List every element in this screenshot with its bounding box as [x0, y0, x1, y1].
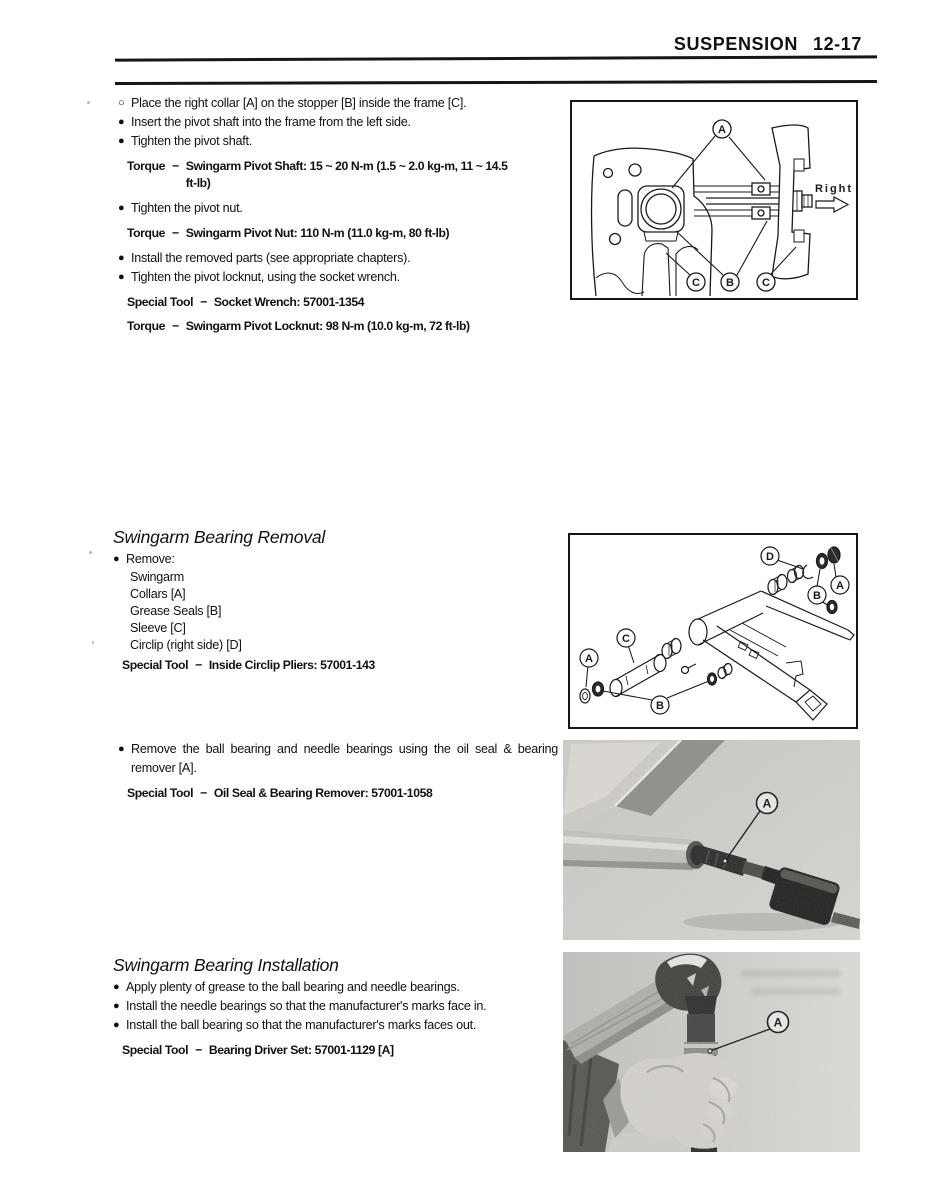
figure-bearing-remover-photo	[563, 740, 860, 940]
fig3-label-a-text: A	[762, 796, 772, 811]
bearing-remover-photo-svg	[563, 740, 860, 940]
spec-value	[214, 785, 558, 802]
figure-pivot-shaft-diagram	[570, 100, 858, 300]
fig2-label-b-bottom-text: B	[656, 700, 664, 712]
small-seal	[827, 601, 837, 614]
left-collar	[580, 689, 590, 703]
torque-spec-pivot-shaft	[127, 158, 564, 192]
bearing-installation-section	[113, 954, 565, 1066]
spec-value	[214, 294, 564, 311]
spec-label: Torque	[127, 319, 165, 333]
list-item: Circlip (right side) [D]	[130, 638, 242, 652]
step-remove	[113, 550, 565, 569]
spec-value-line1: Swingarm Pivot Locknut: 98 N-m (10.0 kg-m, 72 ft-lb)	[185, 319, 470, 333]
bearing-remover-section	[118, 740, 558, 809]
swingarm-exploded-svg	[570, 535, 856, 727]
section-heading: Swingarm Bearing Installation	[113, 955, 339, 975]
step-tighten-shaft	[118, 132, 564, 151]
figure-bearing-driver-photo	[563, 952, 860, 1152]
step-text: Remove the ball bearing and needle bearings using the oil seal & bearing remover [A].	[131, 742, 558, 775]
fig2-label-c-text: C	[622, 633, 630, 645]
spec-value	[209, 657, 565, 674]
spec-label: Torque	[127, 226, 165, 240]
step-install-needle-bearings	[113, 997, 565, 1016]
photo-grain	[563, 952, 860, 1152]
step-text: Tighten the pivot shaft.	[131, 134, 252, 148]
page-header	[674, 34, 862, 55]
part-labels	[687, 120, 775, 291]
spec-value	[186, 158, 564, 192]
spec-label: Special Tool	[127, 295, 194, 309]
small-bearing	[718, 664, 732, 679]
spec-dash: −	[172, 159, 179, 173]
scan-speck	[89, 551, 92, 554]
spec-value-line1: Swingarm Pivot Nut: 110 N-m (11.0 kg-m, 80 ft-lb)	[185, 226, 450, 240]
fig1-label-b-text: B	[726, 277, 734, 289]
bullet-icon: ●	[113, 1000, 120, 1012]
step-text: Install the removed parts (see appropriate chapters).	[131, 251, 411, 265]
part-label-a-top	[831, 576, 849, 594]
bullet-icon: ●	[118, 135, 125, 147]
spec-value	[209, 1042, 565, 1059]
step-place-collar	[118, 94, 564, 113]
remove-items-list	[130, 569, 565, 654]
fig1-label-c-left-text: C	[692, 277, 700, 289]
step-text: Remove:	[126, 552, 175, 566]
scan-speck	[87, 101, 90, 104]
spec-value-line1: Socket Wrench: 57001-1354	[213, 295, 365, 309]
fig2-label-b-top-text: B	[813, 590, 821, 602]
spec-dash: −	[172, 319, 179, 333]
spec-dash: −	[200, 295, 207, 309]
list-item: Sleeve [C]	[130, 621, 186, 635]
step-insert-shaft	[118, 113, 564, 132]
step-tighten-nut	[118, 199, 564, 218]
grease-seal-right	[817, 554, 828, 569]
list-item: Grease Seals [B]	[130, 604, 222, 618]
bearing-removal-section	[113, 526, 565, 681]
step-remove-bearings	[118, 740, 558, 778]
bullet-icon: ●	[113, 1019, 120, 1031]
list-item: Collars [A]	[130, 587, 186, 601]
step-text: Install the ball bearing so that the manufacturer's marks faces out.	[126, 1018, 477, 1032]
fig2-label-a-top-text: A	[836, 580, 844, 592]
special-tool-bearing-remover	[127, 785, 558, 802]
fig1-label-c-right-text: C	[762, 277, 770, 289]
torque-spec-pivot-nut	[127, 225, 564, 242]
bearing-driver-photo-svg	[563, 952, 860, 1152]
bullet-icon: ●	[118, 743, 125, 755]
step-text: Tighten the pivot nut.	[131, 201, 243, 215]
right-direction-marker	[815, 183, 853, 212]
fig2-label-d-text: D	[766, 551, 774, 563]
bullet-icon: ●	[118, 271, 125, 283]
step-install-ball-bearing	[113, 1016, 565, 1035]
list-item: Swingarm	[130, 570, 184, 584]
part-label-c-left	[687, 273, 705, 291]
exploded-parts-left	[580, 639, 732, 704]
part-label-c-right	[757, 273, 775, 291]
scan-speck	[92, 641, 94, 644]
collar-cap	[828, 547, 840, 563]
circlip	[803, 565, 813, 578]
spec-label: Special Tool	[122, 1043, 189, 1057]
step-text: Place the right collar [A] on the stopper [B] inside the frame [C].	[131, 96, 467, 110]
spec-value-line1: Inside Circlip Pliers: 57001-143	[208, 658, 375, 672]
pivot-shaft-diagram-svg	[572, 102, 856, 298]
fig4-label-a-text: A	[773, 1015, 783, 1030]
spec-label: Torque	[127, 159, 165, 173]
spec-value-line1: Swingarm Pivot Shaft: 15 ~ 20 N-m (1.5 ~ 2.0 kg-m, 11 ~ 14.5	[185, 159, 508, 173]
spec-value-line1: Oil Seal & Bearing Remover: 57001-1058	[213, 786, 433, 800]
washer	[708, 673, 717, 685]
header-title: SUSPENSION	[673, 34, 798, 54]
header-rule-bottom	[115, 80, 877, 85]
bullet-icon: ●	[118, 252, 125, 264]
header-page-number: 12-17	[812, 34, 862, 54]
step-text: Tighten the pivot locknut, using the socket wrench.	[131, 270, 400, 284]
right-direction-label: Right	[814, 183, 854, 195]
part-label-b-bottom	[651, 696, 669, 714]
torque-spec-pivot-locknut	[127, 318, 564, 335]
spec-value	[186, 225, 564, 242]
needle-bearing	[768, 575, 787, 595]
figure-swingarm-exploded-diagram	[568, 533, 858, 729]
spec-dash: −	[172, 226, 179, 240]
bullet-icon: ●	[118, 116, 125, 128]
bullet-icon: ●	[118, 202, 125, 214]
fig2-label-a-left-text: A	[585, 653, 593, 665]
step-tighten-locknut	[118, 268, 564, 287]
fig1-label-a-text: A	[718, 124, 726, 136]
pivot-install-section	[118, 94, 564, 342]
spec-value	[186, 318, 564, 335]
sleeve	[610, 655, 666, 697]
part-label-c	[617, 629, 635, 647]
step-text: Install the needle bearings so that the manufacturer's marks face in.	[126, 999, 487, 1013]
spec-value-line2: ft-lb)	[185, 176, 211, 190]
bullet-icon: ●	[113, 981, 120, 993]
spec-dash: −	[195, 1043, 202, 1057]
part-label-b-top	[808, 586, 826, 604]
header-rule-top	[115, 55, 877, 61]
step-apply-grease	[113, 978, 565, 997]
step-text: Apply plenty of grease to the ball bearing and needle bearings.	[126, 980, 460, 994]
step-install-parts	[118, 249, 564, 268]
photo-grain	[563, 740, 860, 940]
spec-value-line1: Bearing Driver Set: 57001-1129 [A]	[208, 1043, 394, 1057]
part-label-b	[721, 273, 739, 291]
open-bullet-icon: ○	[118, 97, 125, 109]
needle-bearing-left	[662, 639, 681, 659]
spec-dash: −	[195, 658, 202, 672]
spec-label: Special Tool	[122, 658, 189, 672]
special-tool-bearing-driver	[122, 1042, 565, 1059]
special-tool-socket-wrench	[127, 294, 564, 311]
part-label-a-left	[580, 649, 598, 667]
step-text: Insert the pivot shaft into the frame from the left side.	[131, 115, 411, 129]
part-label-d	[761, 547, 779, 565]
pivot-shaft-assembly	[694, 183, 812, 219]
bullet-icon: ●	[113, 553, 120, 565]
part-label-a	[713, 120, 731, 138]
spec-dash: −	[200, 786, 207, 800]
pivot-bolt	[682, 664, 697, 674]
spec-label: Special Tool	[127, 786, 194, 800]
right-arrow-icon	[816, 197, 848, 212]
grease-seal-left	[593, 682, 604, 696]
special-tool-circlip-pliers	[122, 657, 565, 674]
section-heading: Swingarm Bearing Removal	[113, 527, 326, 547]
